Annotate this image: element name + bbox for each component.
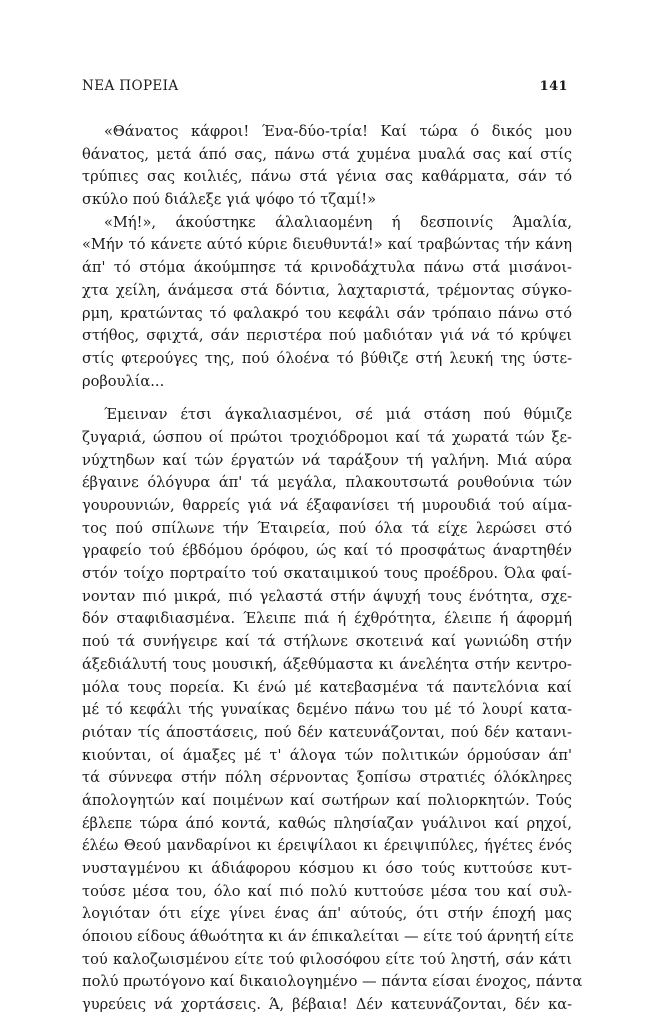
text-line: έβγαινε όλόγυρα άπ' τά μεγάλα, πλακουτσωτά ρουθούνια τών	[82, 474, 572, 492]
text-line: τούσε μέσα του, όλο καί πιό πολύ κυττούσε μέσα του καί συλ-	[82, 882, 572, 900]
text-line: όποιου είδους άθωότητα κι άν έπικαλείται — είτε τού άρνητή είτε	[82, 928, 574, 946]
text-line: Έμειναν έτσι άγκαλιασμένοι, σέ μιά στάση πού θύμιζε	[104, 406, 572, 424]
paragraph-gap	[82, 393, 572, 404]
text-line: δόν σταφιδιασμένα. Έλειπε πιά ή έχθρότητα, έλειπε ή άφορμή	[82, 610, 572, 628]
text-line: τρύπιες σας κοιλιές, πάνω στά γένια σας καθάρματα, σάν τό	[82, 168, 572, 186]
page-number: 141	[539, 79, 568, 94]
text-line: άπ' τό στόμα άκούμπησε τά κρινοδάχτυλα πάνω στά μισάνοι-	[82, 259, 572, 277]
paragraph	[82, 404, 583, 1017]
text-line: κιούνται, οί άμαξες μέ τ' άλογα τών πολιτικών όρμούσαν άπ'	[82, 746, 572, 764]
running-head	[82, 78, 568, 94]
text-line: άξεδιάλυτή τους μουσική, άξεθύμαστα κι άνελέητα στήν κεντρο-	[82, 655, 572, 673]
text-line: ζυγαριά, ώσπου οί πρώτοι τροχιόδρομοι καί τά χωρατά τών ξε-	[82, 428, 572, 446]
text-line: άπολογητών καί ποιμένων καί σωτήρων καί πολιορκητών. Τούς	[82, 791, 572, 809]
text-line: νονταν πιό μικρά, πιό γελαστά στήν άψυχή τους ένότητα, σχε-	[82, 587, 572, 605]
text-line: μέ τό κεφάλι τής γυναίκας δεμένο πάνω του μέ τό λουρί κατα-	[82, 701, 572, 719]
text-line: τος πού σπίλωνε τήν Έταιρεία, πού όλα τά είχε λερώσει στό	[82, 519, 572, 537]
text-line: μόλα τους πορεία. Κι ένώ μέ κατεβασμένα τά παντελόνια καί	[82, 678, 572, 696]
text-line: νύχτηδων καί τών έργατών νά ταράξουν τή γαλήνη. Μιά αύρα	[82, 451, 572, 469]
text-line: τά σύννεφα στήν πόλη σέρνοντας ξοπίσω στρατιές όλόκληρες	[82, 769, 572, 787]
text-line: χτα χείλη, άνάμεσα στά δόντια, λαχταριστά, τρέμοντας σύγκο-	[82, 281, 572, 299]
text-line: πολύ πρωτόγονο καί δικαιολογημένο — πάντα είσαι ένοχος, πάντα	[82, 973, 583, 991]
text-line: στίς φτερούγες της, πού όλοένα τό βύθιζε στή λευκή της ύστε-	[82, 349, 572, 367]
text-line: νυσταγμένου κι άδιάφορου κόσμου κι όσο τούς κυττούσε κυτ-	[82, 860, 572, 877]
text-line: γραφείο τού έβδόμου όρόφου, ώς καί τό προσφάτως άναρτηθέν	[82, 542, 572, 560]
text-line: ροβουλία...	[82, 372, 165, 390]
text-line: έβλεπε τώρα άπό κοντά, καθώς πλησίαζαν γυάλινοι καί ρηχοί,	[82, 814, 572, 832]
paragraph	[82, 121, 572, 212]
text-line: «Μήν τό κάνετε αύτό κύριε διευθυντά!» καί τραβώντας τήν κάνη	[82, 236, 572, 254]
text-line: ρμη, κρατώντας τό φαλακρό του κεφάλι σάν τρόπαιο πάνω στό	[82, 304, 572, 322]
text-line: ριόταν τίς άποστάσεις, πού δέν κατευνάζονται, πού δέν κατανι-	[82, 723, 572, 741]
text-line: στήθος, σφιχτά, σάν περιστέρα πού μαδιόταν γιά νά τό κρύψει	[82, 327, 572, 345]
text-line: λογιόταν ότι είχε γίνει ένας άπ' αύτούς, ότι στήν έποχή μας	[82, 905, 572, 923]
text-line: έλέω Θεού μανδαρίνοι κι έρειψίλαοι κι έρειψιπύλες, ήγέτες ένός	[82, 837, 572, 855]
text-line: θάνατος, μετά άπό σας, πάνω στά χυμένα μυαλά σας καί στίς	[82, 145, 572, 163]
text-line: σκύλο πού διάλεξε γιά ψόφο τό τζαμί!»	[82, 191, 377, 209]
running-title: ΝΕΑ ΠΟΡΕΙΑ	[82, 78, 179, 94]
text-line: γυρεύεις νά χορτάσεις. Ά, βέβαια! Δέν κατευνάζονται, δέν κα-	[82, 996, 572, 1014]
text-line: τού καλοζωισμένου είτε τού φιλοσόφου είτε τού ληστή, σάν κάτι	[82, 950, 572, 968]
paragraph	[82, 212, 572, 394]
text-line: «Θάνατος κάφροι! Ένα-δύο-τρία! Καί τώρα ό δικός μου	[104, 123, 572, 140]
text-line: πού τά συνήγειρε καί τά στήλωνε σκοτεινά καί γωνιώδη στήν	[82, 633, 572, 651]
body-text	[82, 121, 583, 1017]
text-line: στόν τοίχο πορτραίτο τού σκαταιμικού τους προέδρου. Όλα φαί-	[82, 565, 572, 583]
text-line: γουρουνιών, θαρρείς γιά νά έξαφανίσει τή μυρουδιά τού αίμα-	[82, 497, 572, 514]
text-line: «Μή!», άκούστηκε άλαλιαομένη ή δεσποινίς Άμαλία,	[104, 213, 572, 231]
